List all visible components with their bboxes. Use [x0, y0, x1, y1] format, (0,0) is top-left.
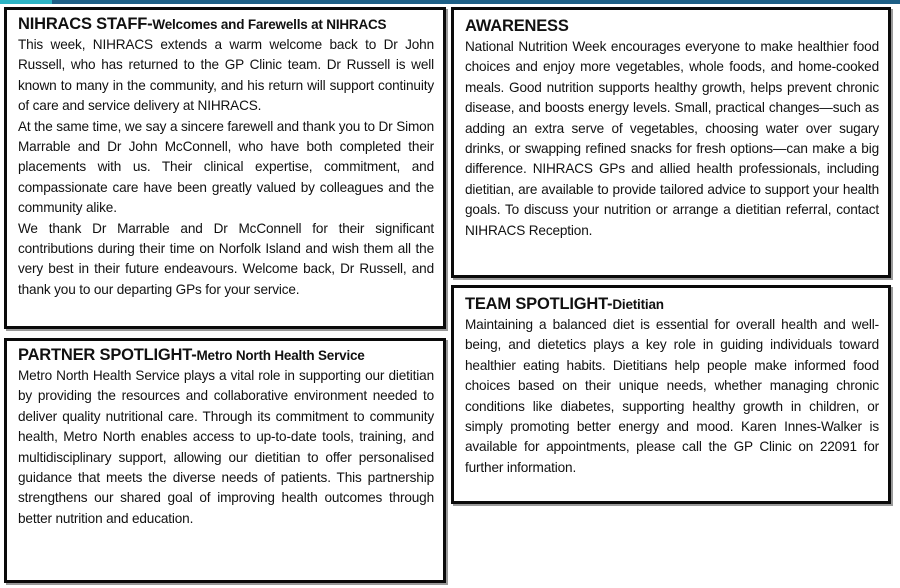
awareness-heading: [465, 17, 879, 36]
staff-paragraph-3: We thank Dr Marrable and Dr McConnell for their significant contributions during their time on Norfolk Island and wish them all the very best in their future endeavours. Welcome back, Dr Russell, and thank you to our departing GPs for your service.: [18, 220, 434, 297]
partner-subtitle: Metro North Health Service: [196, 348, 365, 363]
staff-paragraph-2: At the same time, we say a sincere farewell and thank you to Dr Simon Marrable and Dr John McConnell, who have both completed their placements with us. Their clinical expertise, commitment, and compassionate care have been greatly valued by colleagues and the community alike.: [18, 118, 434, 216]
team-spotlight-section: [451, 285, 891, 504]
staff-section: [4, 7, 446, 329]
top-banner-accent: [0, 0, 52, 4]
partner-paragraph: Metro North Health Service plays a vital role in supporting our dietitian by providing the resources and collaborative environment needed to deliver quality nutritional care. Through its commitment to community health, Metro North enables access to up-to-date tools, training, and multidisciplinary support, allowing our dietitian to offer personalised guidance that meets the diverse needs of patients. This partnership strengthens our shared goal of improving health outcomes through better nutrition and education.: [18, 368, 434, 526]
staff-subtitle: Welcomes and Farewells at NIHRACS: [152, 17, 387, 32]
awareness-title: AWARENESS: [465, 17, 569, 35]
team-subtitle: Dietitian: [612, 297, 664, 312]
top-banner-bar: [0, 0, 900, 4]
awareness-paragraph: National Nutrition Week encourages everyone to make healthier food choices and enjoy more vegetables, whole foods, and home-cooked meals. Good nutrition supports healthy growth, helps prevent chronic disease, and boosts energy levels. Small, practical changes—such as adding an extra serve of vegetables, choosing water over sugary drinks, or swapping refined snacks for fresh options—can make a big difference. NIHRACS GPs and allied health professionals, including dietitian, are available to provide tailored advice to support your health goals. To discuss your nutrition or arrange a dietitian referral, contact NIHRACS Reception.: [465, 39, 879, 238]
staff-title: NIHRACS STAFF-: [18, 15, 153, 33]
partner-heading: [18, 346, 434, 365]
partner-title: PARTNER SPOTLIGHT-: [18, 346, 197, 364]
staff-paragraph-1: This week, NIHRACS extends a warm welcome back to Dr John Russell, who has returned to the GP Clinic team. Dr Russell is well known to many in the community, and his return will support continuity of care and service delivery at NIHRACS.: [18, 37, 434, 114]
team-paragraph: Maintaining a balanced diet is essential for overall health and well-being, and dietetics plays a key role in guiding individuals toward healthier eating habits. Dietitians help people make informed food choices based on their unique needs, whether managing chronic conditions like diabetes, supporting healthy growth in children, or simply promoting better energy and mood. Karen Innes-Walker is available for appointments, please call the GP Clinic on 22091 for further information.: [465, 317, 879, 475]
partner-spotlight-section: [4, 338, 446, 583]
awareness-section: [451, 7, 891, 278]
staff-heading: [18, 15, 434, 34]
team-title: TEAM SPOTLIGHT-: [465, 295, 613, 313]
team-heading: [465, 295, 879, 314]
